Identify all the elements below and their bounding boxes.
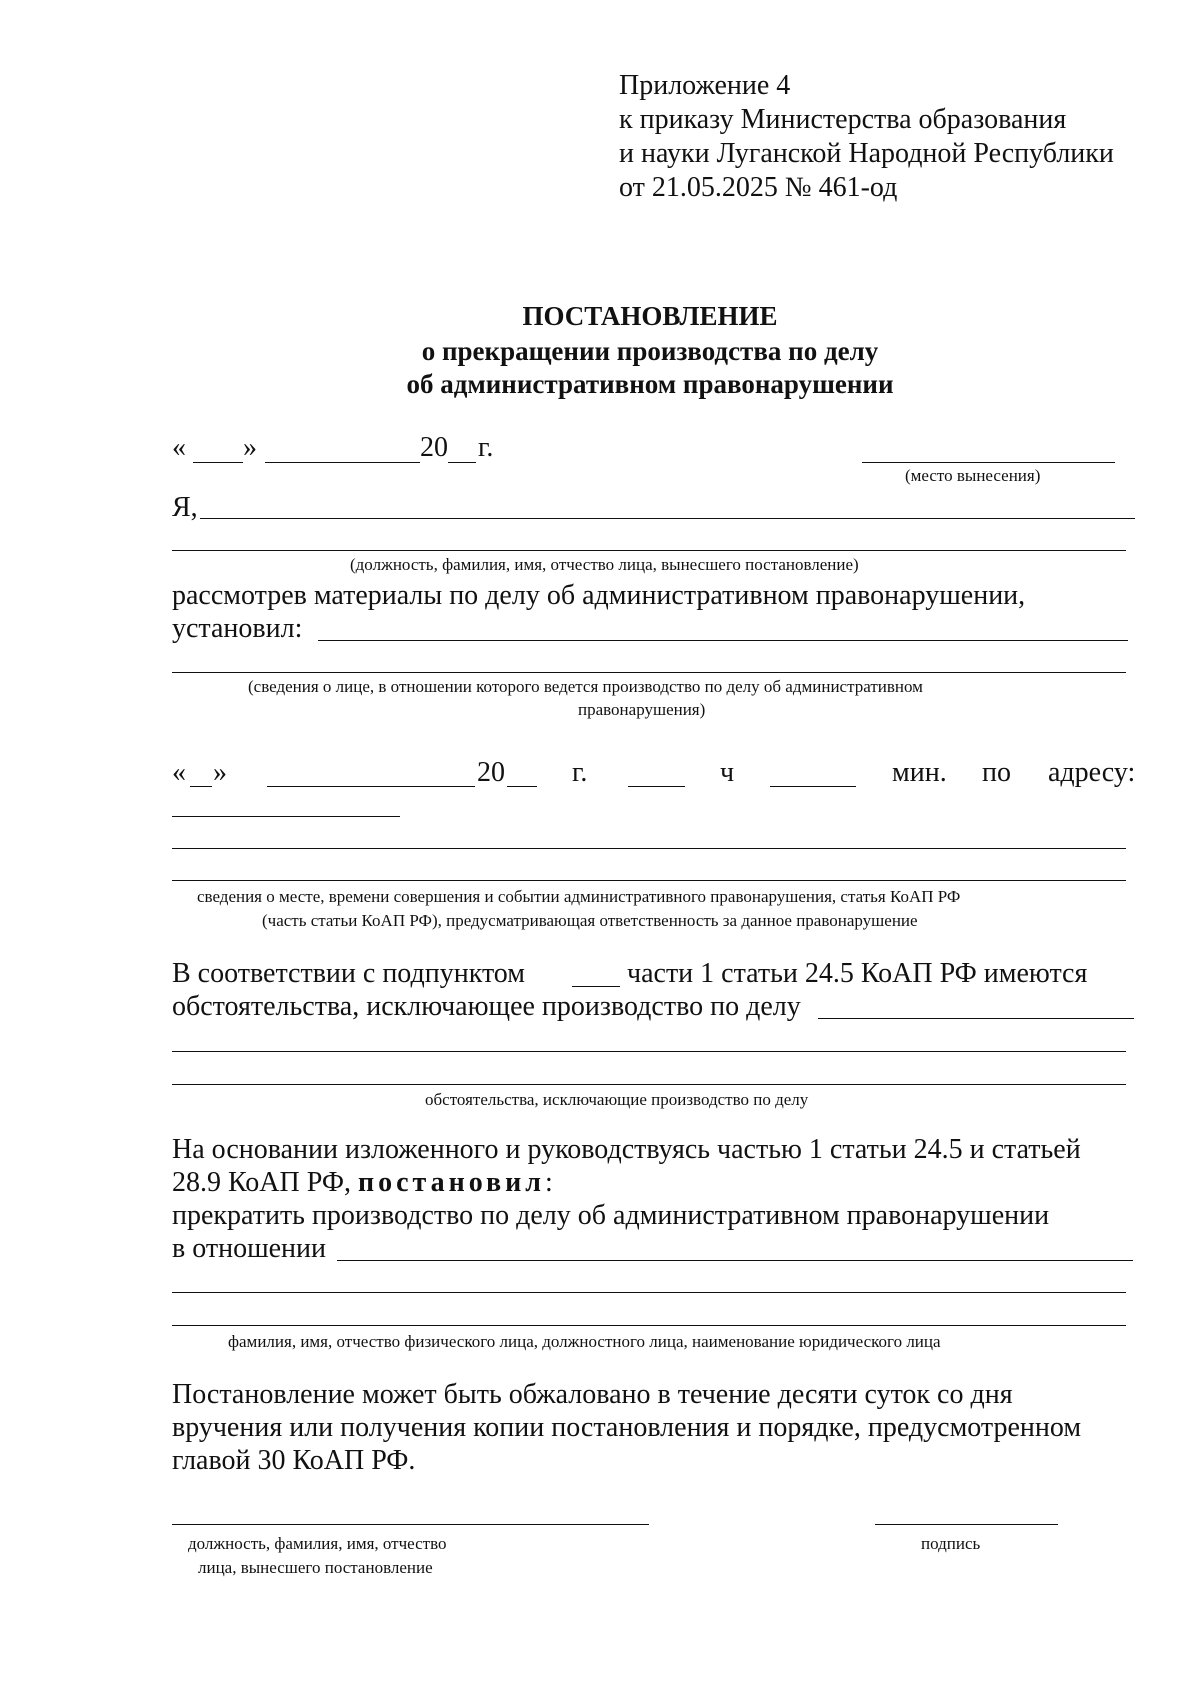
appeal-line2: вручения или получения копии постановления и порядке, предусмотренном [172,1412,1082,1443]
date-open-quote: « [172,432,186,463]
document-title: ПОСТАНОВЛЕНИЕ [522,301,778,331]
document-subtitle-2: об административном правонарушении [406,369,894,399]
event-open-quote: « [172,757,186,788]
appendix-date-line: от 21.05.2025 № 461-од [619,172,898,203]
event-caption-1: сведения о месте, времени совершения и событии административного правонарушения, статья КоАП РФ [197,887,961,906]
appendix-order-line: к приказу Министерства образования [619,104,1067,135]
date-year-prefix: 20 [420,432,448,463]
event-address-label: адресу: [1048,757,1136,788]
date-day-field[interactable] [193,462,243,463]
established-field-2[interactable] [172,672,1126,673]
event-details-field-1[interactable] [172,848,1126,849]
subpoint-field[interactable] [572,986,620,987]
event-day-field[interactable] [190,786,212,787]
event-minutes-label: мин. [892,757,947,788]
resolution-line1: На основании изложенного и руководствуясь частью 1 статьи 24.5 и статьей [172,1134,1081,1165]
event-hours-field[interactable] [628,786,685,787]
official-field-2[interactable] [172,550,1126,551]
date-close-quote: » [243,432,257,463]
event-at-label: по [982,757,1011,788]
event-month-field[interactable] [267,786,475,787]
resolution-line2 [172,1167,553,1199]
appendix-ministry-line: и науки Луганской Народной Республики [619,138,1114,169]
appendix-number: Приложение 4 [619,70,791,101]
official-caption: (должность, фамилия, имя, отчество лица, вынесшего постановление) [350,555,859,574]
signature-left-caption-1: должность, фамилия, имя, отчество [188,1534,447,1553]
resolution-line4: в отношении [172,1233,327,1264]
review-caption-1: (сведения о лице, в отношении которого ведется производство по делу об административном [248,677,923,696]
resolution-line2-a: 28.9 КоАП РФ, [172,1167,351,1198]
circumstances-line1-b: части 1 статьи 24.5 КоАП РФ имеются [627,958,1088,989]
circumstances-line2: обстоятельства, исключающее производство по делу [172,991,801,1022]
event-hours-label: ч [720,757,735,788]
appeal-line3: главой 30 КоАП РФ. [172,1445,416,1476]
official-prefix: Я, [172,492,198,523]
date-month-field[interactable] [265,462,420,463]
place-caption: (место вынесения) [905,466,1041,485]
official-field-1[interactable] [200,518,1135,519]
event-year-field[interactable] [507,786,537,787]
resolution-person-field-2[interactable] [172,1292,1126,1293]
circumstances-caption: обстоятельства, исключающие производство по делу [425,1090,809,1109]
resolution-person-field-3[interactable] [172,1325,1126,1326]
signature-left-caption-2: лица, вынесшего постановление [198,1558,433,1577]
review-caption-2: правонарушения) [578,700,706,719]
resolution-caption: фамилия, имя, отчество физического лица, должностного лица, наименование юридического лица [228,1332,941,1351]
event-year-suffix: г. [572,757,588,788]
event-close-quote: » [213,757,227,788]
review-text: рассмотрев материалы по делу об административном правонарушении, [172,580,1026,611]
place-field[interactable] [862,462,1115,463]
date-year-field[interactable] [448,462,476,463]
date-year-suffix: г. [478,432,494,463]
event-year-prefix: 20 [477,757,505,788]
circumstances-field-3[interactable] [172,1084,1126,1085]
event-address-field[interactable] [172,816,400,817]
resolution-decision-word: постановил [357,1167,545,1198]
signature-right-caption: подпись [921,1534,981,1553]
circumstances-field-1[interactable] [818,1018,1134,1019]
resolution-line3: прекратить производство по делу об административном правонарушении [172,1200,1050,1231]
event-caption-2: (часть статьи КоАП РФ), предусматривающая ответственность за данное правонарушение [262,911,918,930]
signature-field[interactable] [875,1524,1058,1525]
appeal-line1: Постановление может быть обжаловано в течение десяти суток со дня [172,1379,1013,1410]
document-subtitle-1: о прекращении производства по делу [421,336,879,366]
signature-official-field[interactable] [172,1524,649,1525]
circumstances-field-2[interactable] [172,1051,1126,1052]
circumstances-line1-a: В соответствии с подпунктом [172,958,525,989]
review-established: установил: [172,613,303,644]
event-minutes-field[interactable] [770,786,856,787]
resolution-line2-c: : [545,1167,553,1198]
established-field-1[interactable] [318,640,1128,641]
event-details-field-2[interactable] [172,880,1126,881]
resolution-person-field-1[interactable] [337,1260,1133,1261]
